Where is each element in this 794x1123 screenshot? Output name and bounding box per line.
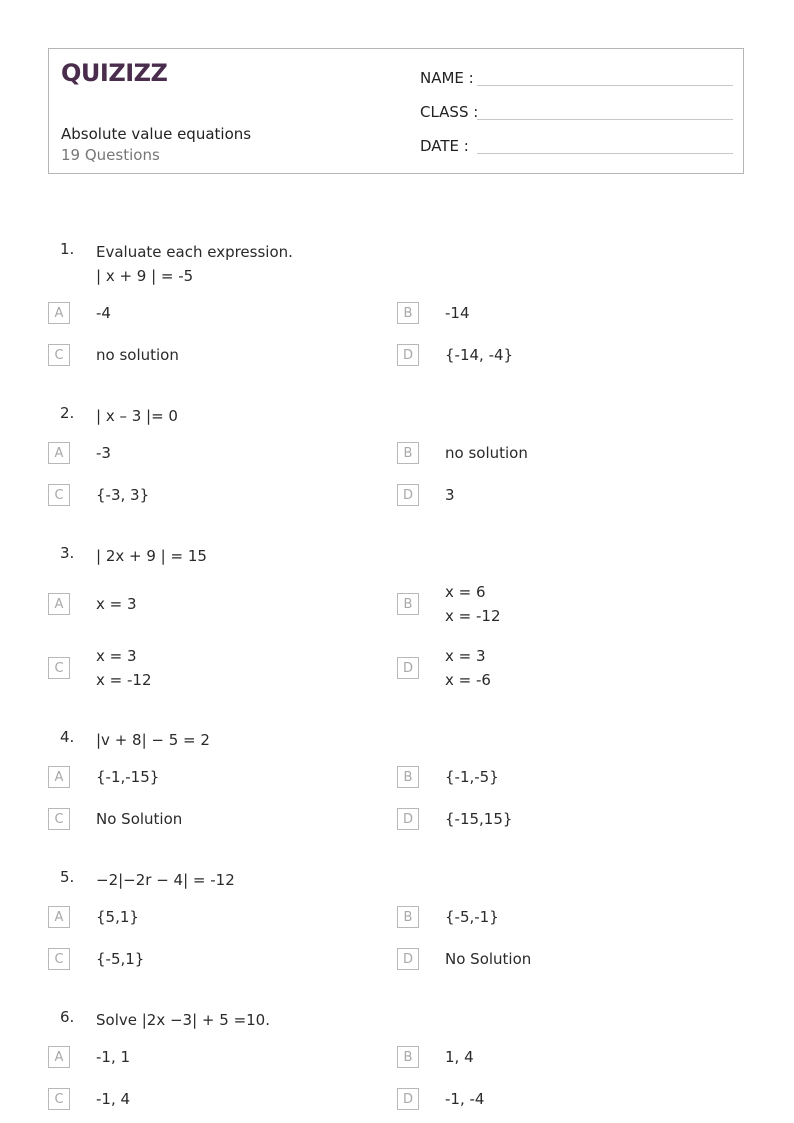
name-field[interactable] <box>420 67 733 91</box>
option-letter-badge[interactable]: D <box>397 484 419 506</box>
option-line: no solution <box>96 346 179 364</box>
option-text <box>445 441 528 465</box>
option-line: {-5,1} <box>96 950 145 968</box>
option-letter-badge[interactable]: B <box>397 1046 419 1068</box>
answer-option-b[interactable] <box>397 301 737 325</box>
option-letter-badge[interactable]: C <box>48 657 70 679</box>
question-line: Evaluate each expression. <box>96 243 293 261</box>
answer-option-c[interactable] <box>48 947 388 971</box>
option-letter-badge[interactable]: C <box>48 948 70 970</box>
option-letter-badge[interactable]: B <box>397 766 419 788</box>
option-text <box>96 1087 130 1111</box>
option-line: {-3, 3} <box>96 486 150 504</box>
option-text <box>445 644 491 692</box>
answer-option-c[interactable] <box>48 644 388 692</box>
question-text <box>96 868 235 892</box>
option-text <box>445 580 500 628</box>
option-line: 3 <box>445 486 455 504</box>
answer-option-c[interactable] <box>48 483 388 507</box>
question-number: 1. <box>60 240 75 258</box>
answer-option-b[interactable] <box>397 1045 737 1069</box>
answer-option-c[interactable] <box>48 1087 388 1111</box>
question-line: | x + 9 | = -5 <box>96 267 194 285</box>
option-text <box>96 483 149 507</box>
option-text <box>96 947 144 971</box>
option-text <box>445 765 499 789</box>
question-line: −2|−2r − 4| = -12 <box>96 871 235 889</box>
answer-option-d[interactable] <box>397 343 737 367</box>
option-text <box>96 343 179 367</box>
option-line: {-1,-15} <box>96 768 160 786</box>
class-label: CLASS : <box>420 103 479 121</box>
question-count: 19 Questions <box>61 146 160 164</box>
option-letter-badge[interactable]: C <box>48 344 70 366</box>
answer-option-a[interactable] <box>48 765 388 789</box>
answer-option-c[interactable] <box>48 807 388 831</box>
option-line: -1, 4 <box>96 1090 131 1108</box>
option-letter-badge[interactable]: A <box>48 1046 70 1068</box>
option-text <box>96 905 139 929</box>
answer-option-a[interactable] <box>48 441 388 465</box>
option-letter-badge[interactable]: A <box>48 906 70 928</box>
option-line: x = -6 <box>445 671 491 689</box>
option-line: -1, 1 <box>96 1048 131 1066</box>
answer-option-a[interactable] <box>48 905 388 929</box>
option-letter-badge[interactable]: D <box>397 1088 419 1110</box>
name-label: NAME : <box>420 69 474 87</box>
option-text <box>445 343 513 367</box>
date-field[interactable] <box>420 135 733 159</box>
option-text <box>445 807 512 831</box>
question-text <box>96 240 293 288</box>
question-text <box>96 404 178 428</box>
question-line: | x – 3 |= 0 <box>96 407 178 425</box>
question-line: | 2x + 9 | = 15 <box>96 547 207 565</box>
option-letter-badge[interactable]: A <box>48 302 70 324</box>
option-line: x = 3 <box>96 595 137 613</box>
option-text <box>96 1045 130 1069</box>
option-line: -4 <box>96 304 111 322</box>
answer-option-a[interactable] <box>48 301 388 325</box>
option-line: No Solution <box>96 810 183 828</box>
date-line[interactable] <box>477 153 733 154</box>
question-text <box>96 1008 270 1032</box>
option-line: -14 <box>445 304 470 322</box>
question-text <box>96 544 207 568</box>
option-text <box>445 947 531 971</box>
option-text <box>445 1045 474 1069</box>
answer-option-d[interactable] <box>397 644 737 692</box>
question-line: |v + 8| − 5 = 2 <box>96 731 210 749</box>
answer-option-b[interactable] <box>397 765 737 789</box>
option-line: x = 6 <box>445 583 486 601</box>
option-text <box>445 905 499 929</box>
option-line: x = -12 <box>96 671 152 689</box>
answer-option-d[interactable] <box>397 483 737 507</box>
option-letter-badge[interactable]: D <box>397 657 419 679</box>
option-letter-badge[interactable]: A <box>48 593 70 615</box>
answer-option-d[interactable] <box>397 1087 737 1111</box>
class-field[interactable] <box>420 101 733 125</box>
date-label: DATE : <box>420 137 469 155</box>
option-text <box>445 483 455 507</box>
option-letter-badge[interactable]: B <box>397 302 419 324</box>
class-line[interactable] <box>477 119 733 120</box>
name-line[interactable] <box>477 85 733 86</box>
option-line: x = -12 <box>445 607 501 625</box>
question-number: 5. <box>60 868 75 886</box>
answer-option-a[interactable] <box>48 1045 388 1069</box>
option-letter-badge[interactable]: B <box>397 593 419 615</box>
option-line: no solution <box>445 444 528 462</box>
worksheet-title: Absolute value equations <box>61 125 252 143</box>
option-text <box>96 592 137 616</box>
answer-option-a[interactable] <box>48 592 388 616</box>
option-line: {-1,-5} <box>445 768 499 786</box>
answer-option-d[interactable] <box>397 807 737 831</box>
option-letter-badge[interactable]: B <box>397 442 419 464</box>
question-number: 3. <box>60 544 75 562</box>
question-number: 4. <box>60 728 75 746</box>
answer-option-b[interactable] <box>397 580 737 628</box>
option-text <box>96 644 151 692</box>
option-letter-badge[interactable]: C <box>48 484 70 506</box>
option-line: 1, 4 <box>445 1048 474 1066</box>
option-text <box>96 301 111 325</box>
option-letter-badge[interactable]: C <box>48 1088 70 1110</box>
option-letter-badge[interactable]: A <box>48 766 70 788</box>
answer-option-d[interactable] <box>397 947 737 971</box>
option-line: {5,1} <box>96 908 139 926</box>
option-line: {-15,15} <box>445 810 513 828</box>
option-text <box>96 807 182 831</box>
option-text <box>445 1087 484 1111</box>
option-line: No Solution <box>445 950 532 968</box>
option-text <box>96 765 159 789</box>
option-line: -1, -4 <box>445 1090 485 1108</box>
worksheet-header <box>48 48 744 174</box>
option-letter-badge[interactable]: C <box>48 808 70 830</box>
option-line: x = 3 <box>96 647 137 665</box>
option-letter-badge[interactable]: D <box>397 344 419 366</box>
option-letter-badge[interactable]: A <box>48 442 70 464</box>
question-line: Solve |2x −3| + 5 =10. <box>96 1011 270 1029</box>
question-number: 2. <box>60 404 75 422</box>
option-line: x = 3 <box>445 647 486 665</box>
option-text <box>445 301 470 325</box>
answer-option-b[interactable] <box>397 905 737 929</box>
option-letter-badge[interactable]: D <box>397 808 419 830</box>
option-letter-badge[interactable]: D <box>397 948 419 970</box>
option-text <box>96 441 111 465</box>
question-text <box>96 728 210 752</box>
option-line: {-14, -4} <box>445 346 514 364</box>
question-number: 6. <box>60 1008 75 1026</box>
option-letter-badge[interactable]: B <box>397 906 419 928</box>
quizizz-logo: QUIZIZZ <box>61 59 168 87</box>
option-line: {-5,-1} <box>445 908 499 926</box>
answer-option-b[interactable] <box>397 441 737 465</box>
answer-option-c[interactable] <box>48 343 388 367</box>
option-line: -3 <box>96 444 111 462</box>
